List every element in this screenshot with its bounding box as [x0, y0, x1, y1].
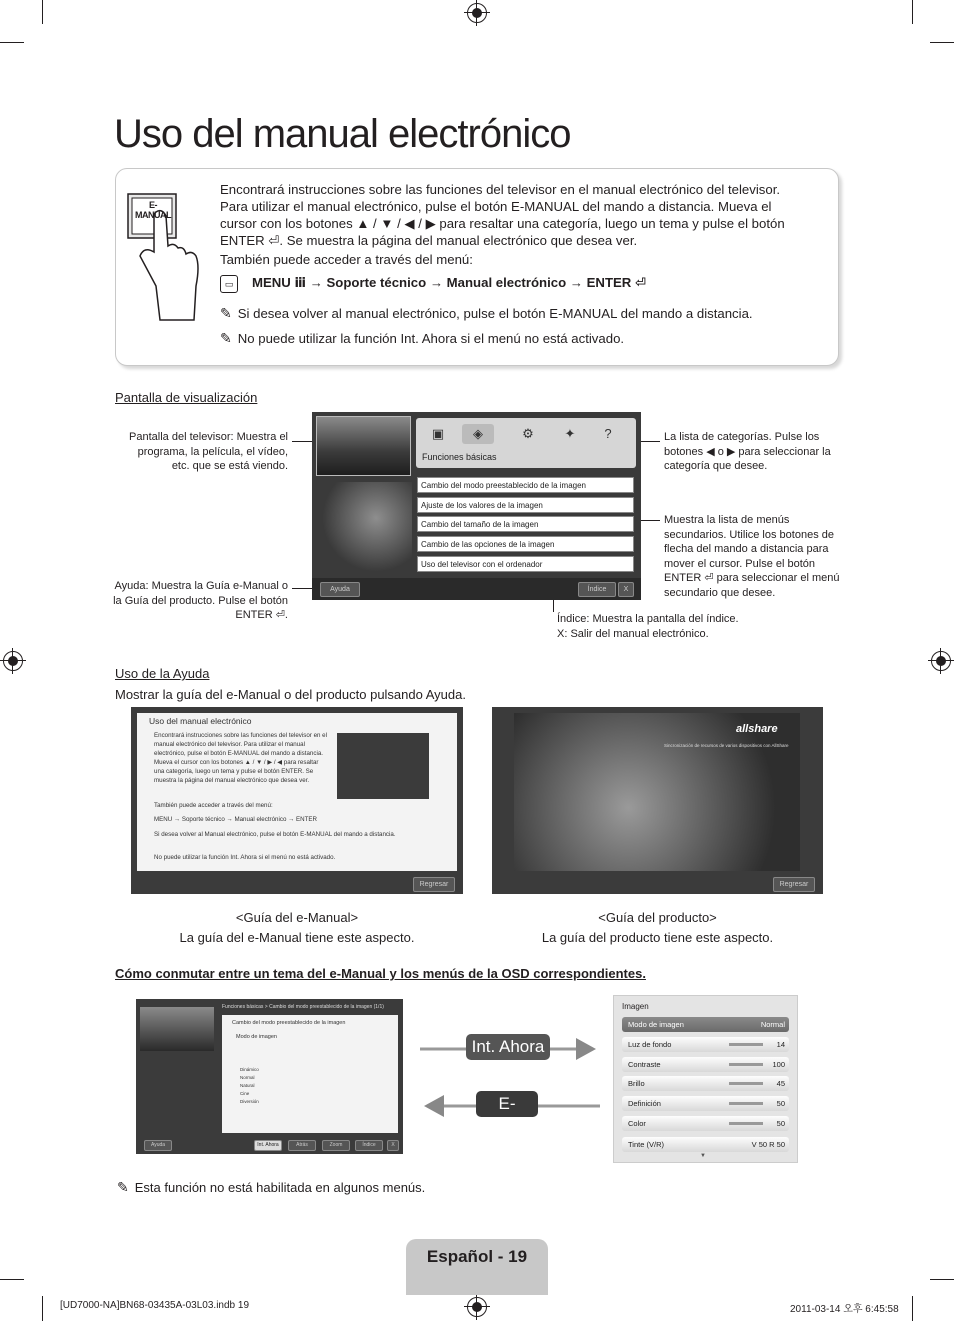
product-guide-label: <Guía del producto>	[598, 910, 717, 925]
callout-help: Ayuda: Muestra la Guía e-Manual o la Guía del producto. Pulse el botón ENTER ⏎.	[113, 580, 288, 621]
page-title: Uso del manual electrónico	[114, 112, 571, 156]
category-advanced-icon[interactable]: ✦	[564, 426, 576, 441]
topic-bullet: Cine	[240, 1091, 250, 1096]
intro-paragraph: Encontrará instrucciones sobre las funciones del televisor en el manual electrónico del televisor. Para utilizar el manual electrónico, pulse el botón E-MANUAL del mando a distancia. Mueva el cursor con los botones ▲ / ▼ / ◀ / ▶ para resaltar una categoría, luego un tema y pulse el botón ENTER ⏎. Se muestra la página del manual electrónico que desea ver.	[220, 182, 785, 248]
category-label: Funciones básicas	[422, 452, 497, 462]
close-button[interactable]: X	[387, 1140, 399, 1151]
intro-note-1	[220, 305, 800, 322]
leader-line	[292, 441, 314, 442]
product-guide-sub: La guía del producto tiene este aspecto.	[541, 930, 774, 945]
display-heading: Pantalla de visualización	[115, 390, 258, 405]
product-guide-screen	[492, 707, 823, 894]
int-ahora-label: Int. Ahora	[466, 1034, 550, 1060]
switch-heading: Cómo conmutar entre un tema del e-Manual y los menús de la OSD correspondientes.	[115, 966, 646, 981]
intro-menu-path	[220, 274, 800, 293]
crop-mark	[0, 42, 24, 43]
guide-note-2: No puede utilizar la función Int. Ahora si el menú no está activado.	[154, 854, 336, 861]
help-intro: Mostrar la guía del e-Manual o del producto pulsando Ayuda.	[115, 687, 466, 702]
registration-mark-icon	[467, 1297, 487, 1317]
intro-also-menu: También puede acceder a través del menú:	[220, 252, 473, 267]
guide-body: Encontrará instrucciones sobre las funciones del televisor en el manual electrónico del televisor. Para utilizar el manual electrónico, pulse el botón E-MANUAL del mando a distancia. Mueva el cursor con los botones ▲ / ▼ / ▶ / ◀ para resaltar una categoría, luego un tema y pulse el botón ENTER. Se muestra la página del manual electrónico que desea ver.	[154, 732, 327, 784]
note-1-text: Si desea volver al manual electrónico, pulse el botón E-MANUAL del mando a distancia.	[237, 306, 753, 321]
allshare-logo: allshare	[736, 723, 778, 735]
topic-title: Cambio del modo preestablecido de la imagen	[232, 1020, 346, 1026]
osd-row-value: 45	[776, 1079, 785, 1088]
osd-title: Imagen	[622, 1002, 649, 1011]
note-2-text: No puede utilizar la función Int. Ahora si el menú no está activado.	[237, 331, 625, 346]
emanual-button-label: E-MANUAL	[135, 200, 171, 220]
topic-tv-area	[140, 1007, 214, 1051]
leader-line	[553, 600, 554, 612]
int-ahora-button[interactable]: Int. Ahora	[254, 1140, 282, 1151]
osd-row-slider	[729, 1082, 763, 1085]
emanual-topic-screen	[136, 999, 403, 1154]
leader-line	[640, 441, 660, 442]
guide-also: También puede acceder a través del menú:	[154, 802, 273, 809]
crop-mark	[42, 0, 43, 24]
osd-row[interactable]	[622, 1116, 789, 1131]
osd-row-slider	[729, 1063, 763, 1066]
switch-note	[117, 1179, 425, 1196]
category-basic-icon[interactable]: ◈	[462, 424, 494, 444]
menu-path-text: MENU ⅲ → Soporte técnico → Manual electrónico → ENTER ⏎	[252, 275, 647, 290]
osd-row-slider	[729, 1102, 763, 1105]
menu-icon: ▭	[220, 275, 238, 293]
guide-thumbnail	[337, 733, 429, 799]
osd-row[interactable]	[622, 1137, 789, 1152]
topic-bullet: Diversión	[240, 1099, 259, 1104]
osd-row-label: Contraste	[628, 1060, 661, 1069]
osd-row-label: Luz de fondo	[628, 1040, 672, 1049]
menu-item[interactable]: Ajuste de los valores de la imagen	[417, 497, 634, 513]
menu-item[interactable]: Cambio del tamaño de la imagen	[417, 516, 634, 532]
registration-mark-icon	[3, 651, 23, 671]
footer-date: 2011-03-14 오후 6:45:58	[790, 1304, 899, 1315]
crop-mark	[912, 1296, 913, 1321]
osd-row-value: 100	[772, 1060, 785, 1069]
tv-screen-area	[316, 416, 411, 476]
topic-bullet: Normal	[240, 1075, 255, 1080]
osd-row-label: Definición	[628, 1099, 661, 1108]
callout-submenus: Muestra la lista de menús secundarios. Utilice los botones de flecha del mando a distancia para mover el cursor. Pulse el botón ENTER ⏎ para seleccionar el menú secundario que desee.	[664, 514, 840, 599]
osd-row[interactable]	[622, 1076, 789, 1091]
registration-mark-icon	[931, 651, 951, 671]
index-button[interactable]: Índice	[578, 582, 616, 597]
category-help-icon[interactable]: ?	[604, 426, 612, 441]
osd-row-value: 50	[776, 1099, 785, 1108]
topic-bullet: Dinámico	[240, 1067, 259, 1072]
crop-mark	[930, 42, 954, 43]
callout-index: Índice: Muestra la pantalla del índice.	[557, 613, 739, 625]
osd-row-value: V 50 R 50	[751, 1140, 785, 1149]
menu-item[interactable]: Uso del televisor con el ordenador	[417, 556, 634, 572]
product-guide-image	[514, 713, 800, 871]
scroll-down-icon[interactable]: ▼	[700, 1153, 706, 1159]
screen-bottom-bar	[312, 578, 641, 600]
crop-mark	[0, 1279, 24, 1280]
back-button[interactable]: Regresar	[773, 877, 815, 892]
emanual-screen	[312, 412, 641, 600]
switch-note-text: Esta función no está habilitada en algunos menús.	[134, 1180, 426, 1195]
category-panel	[416, 418, 636, 468]
topic-page	[222, 1015, 398, 1133]
close-button[interactable]: X	[618, 582, 634, 597]
intro-note-2	[220, 330, 800, 347]
osd-row-value: 50	[776, 1119, 785, 1128]
leader-line	[640, 520, 660, 521]
callout-close: X: Salir del manual electrónico.	[557, 628, 709, 640]
osd-row-slider	[729, 1122, 763, 1125]
osd-row-selected[interactable]	[622, 1017, 789, 1032]
category-picture-icon[interactable]: ▣	[431, 426, 445, 441]
crop-mark	[42, 1296, 43, 1321]
remote-hand-icon	[126, 186, 202, 326]
menu-item[interactable]: Cambio de las opciones de la imagen	[417, 536, 634, 552]
osd-row-label: Tinte (V/R)	[628, 1140, 664, 1149]
topic-item: Modo de imagen	[236, 1034, 277, 1040]
guide-menu: MENU → Soporte técnico → Manual electrónico → ENTER	[154, 816, 317, 823]
emanual-guide-page	[137, 713, 457, 871]
index-button[interactable]: Índice	[355, 1140, 383, 1151]
emanual-label: E-MANUAL	[476, 1091, 538, 1117]
help-button[interactable]: Ayuda	[144, 1140, 172, 1151]
osd-row-label: Color	[628, 1119, 646, 1128]
help-button[interactable]: Ayuda	[320, 582, 360, 597]
zoom-button[interactable]: Zoom	[322, 1140, 350, 1151]
callout-categories: La lista de categorías. Pulse los botones ◀ o ▶ para seleccionar la categoría que desee.	[664, 431, 831, 472]
osd-row-value: Normal	[760, 1020, 785, 1029]
osd-row-label: Modo de imagen	[628, 1020, 684, 1029]
back-button[interactable]: Regresar	[413, 877, 455, 892]
emanual-guide-label: <Guía del e-Manual>	[235, 910, 359, 925]
callout-tv-screen: Pantalla del televisor: Muestra el programa, la película, el vídeo, etc. que se está viendo.	[129, 431, 288, 472]
topic-breadcrumb: Funciones básicas > Cambio del modo preestablecido de la imagen (1/1)	[222, 1004, 384, 1010]
footer-file: [UD7000-NA]BN68-03435A-03L03.indb 19	[60, 1300, 250, 1311]
guide-note-1: Si desea volver al Manual electrónico, pulse el botón E-MANUAL del mando a distancia.	[154, 831, 396, 838]
category-settings-icon[interactable]: ⚙	[522, 426, 534, 441]
emanual-guide-screen	[131, 707, 463, 894]
menu-item[interactable]: Cambio del modo preestablecido de la imagen	[417, 477, 634, 493]
note-pencil-icon: ✎	[117, 1179, 129, 1195]
back-button[interactable]: Atrás	[288, 1140, 316, 1151]
emanual-guide-sub: La guía del e-Manual tiene este aspecto.	[179, 930, 415, 945]
osd-row[interactable]	[622, 1057, 789, 1072]
note-pencil-icon: ✎	[220, 305, 232, 321]
osd-row-value: 14	[776, 1040, 785, 1049]
topic-bullet: Natural	[240, 1083, 255, 1088]
osd-row[interactable]	[622, 1096, 789, 1111]
page-number-tab	[406, 1239, 548, 1295]
osd-row[interactable]	[622, 1037, 789, 1052]
page-number: Español - 19	[426, 1247, 528, 1266]
note-pencil-icon: ✎	[220, 330, 232, 346]
allshare-caption: Sincronización de recursos de varios dispositivos con AllShare	[664, 743, 789, 748]
osd-row-slider	[729, 1043, 763, 1046]
osd-row-label: Brillo	[628, 1079, 645, 1088]
tv-graphic	[322, 482, 412, 572]
help-heading: Uso de la Ayuda	[115, 666, 210, 681]
osd-picture-menu	[613, 995, 798, 1163]
registration-mark-icon	[467, 3, 487, 23]
crop-mark	[912, 0, 913, 24]
guide-title: Uso del manual electrónico	[149, 716, 252, 726]
crop-mark	[930, 1279, 954, 1280]
